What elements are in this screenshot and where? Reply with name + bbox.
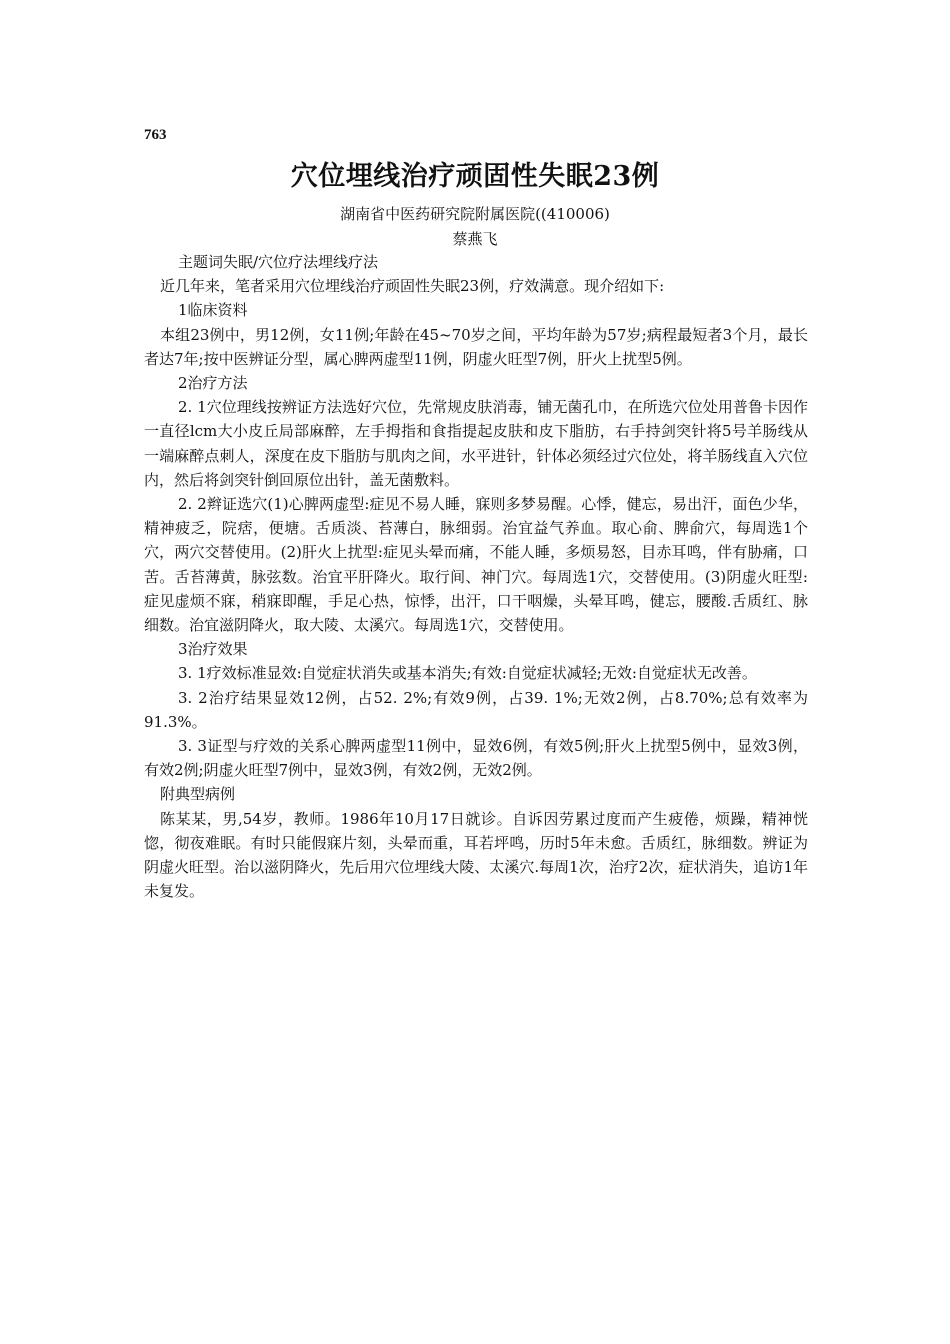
typical-case-paragraph: 陈某某，男,54岁，教师。1986年10月17日就诊。自诉因劳累过度而产生疲倦，烦躁，精神恍惚，彻夜难眠。有时只能假寐片刻，头晕而重，耳若坪鸣，历时5年未愈。舌质红，脉细数。辨证为阴虚火旺型。治以滋阴降火，先后用穴位埋线大陵、太溪穴.每周1次，治疗2次，症状消失，追访1年未复发。 — [144, 809, 808, 901]
intro-paragraph: 近几年来，笔者采用穴位埋线治疗顽固性失眠23例，疗效满意。现介绍如下: — [160, 277, 665, 296]
section-heading-treatment-effect: 3治疗效果 — [178, 640, 248, 659]
effect-paragraph-3-1: 3. 1疗效标准显效:自觉症状消失或基本消失;有效:自觉症状减轻;无效:自觉症状无改善。 — [178, 664, 757, 683]
treatment-paragraph-2-1: 2. 1穴位理线按辨证方法选好穴位，先常规皮肤消毒，铺无菌孔巾，在所选穴位处用普鲁卡因作一直径lcm大小皮丘局部麻醉，左手拇指和食指提起皮肤和皮下脂肪，右手持剑突针将5号羊肠线从一端麻醉点刺人，深度在皮下脂肪与肌肉之间，水平进针，针体必须经过穴位处，将羊肠线直入穴位内，然后将剑突针倒回原位出针，盖无菌敷料。 — [144, 398, 808, 489]
article-body — [144, 250, 808, 903]
treatment-paragraph-2-2: 2. 2辫证选穴(1)心脾两虚型:症见不易人睡，寐则多梦易醒。心悸，健忘，易出汗，面色少华，精神疲乏，院痞，便塘。舌质淡、苔薄白，脉细弱。治宜益气养血。取心俞、脾俞穴，每周选1个穴，两穴交替使用。(2)肝火上扰型:症见头晕而痛，不能人睡，多烦易怒，目赤耳鸣，伴有胁痛，口苦。舌苔薄黄，脉弦数。治宜平肝降火。取行间、神门穴。每周选1穴，交替使用。(3)阴虚火旺型:症见虚烦不寐，稍寐即醒，手足心热，惊悸，出汗，口干咽燥，头晕耳鸣，健忘，腰酸.舌质红、脉细数。治宜滋阴降火，取大陵、太溪穴。每周选1穴，交替使用。 — [144, 495, 808, 635]
keywords-line: 主题词失眠/穴位疗法埋线疗法 — [178, 253, 379, 271]
section-heading-clinical-data: 1临床资料 — [178, 301, 248, 320]
clinical-data-paragraph: 本组23例中，男12例，女11例;年龄在45~70岁之间，平均年龄为57岁;病程最短者3个月，最长者达7年;按中医辨证分型，属心脾两虚型11例，阴虚火旺型7例，肝火上扰型5例。 — [144, 325, 808, 368]
author-affiliation: 湖南省中医药研究院附属医院((410006) — [340, 205, 610, 223]
effect-paragraph-3-3: 3. 3证型与疗效的关系心脾两虚型11例中，显效6例，有效5例;肝火上扰型5例中，显效3例，有效2例;阴虚火旺型7例中，显效3例，有效2例，无效2例。 — [144, 737, 808, 780]
page-number: 763 — [144, 127, 167, 143]
section-heading-treatment-method: 2治疗方法 — [178, 374, 248, 393]
article-title: 穴位埋线治疗顽固性失眠23例 — [290, 161, 660, 192]
section-heading-typical-case: 附典型病例 — [160, 785, 236, 804]
author-name: 蔡燕飞 — [452, 230, 498, 248]
effect-paragraph-3-2: 3. 2治疗结果显效12例，占52. 2%;有效9例，占39. 1%;无效2例，占8.70%;总有效率为91.3%。 — [144, 688, 808, 731]
